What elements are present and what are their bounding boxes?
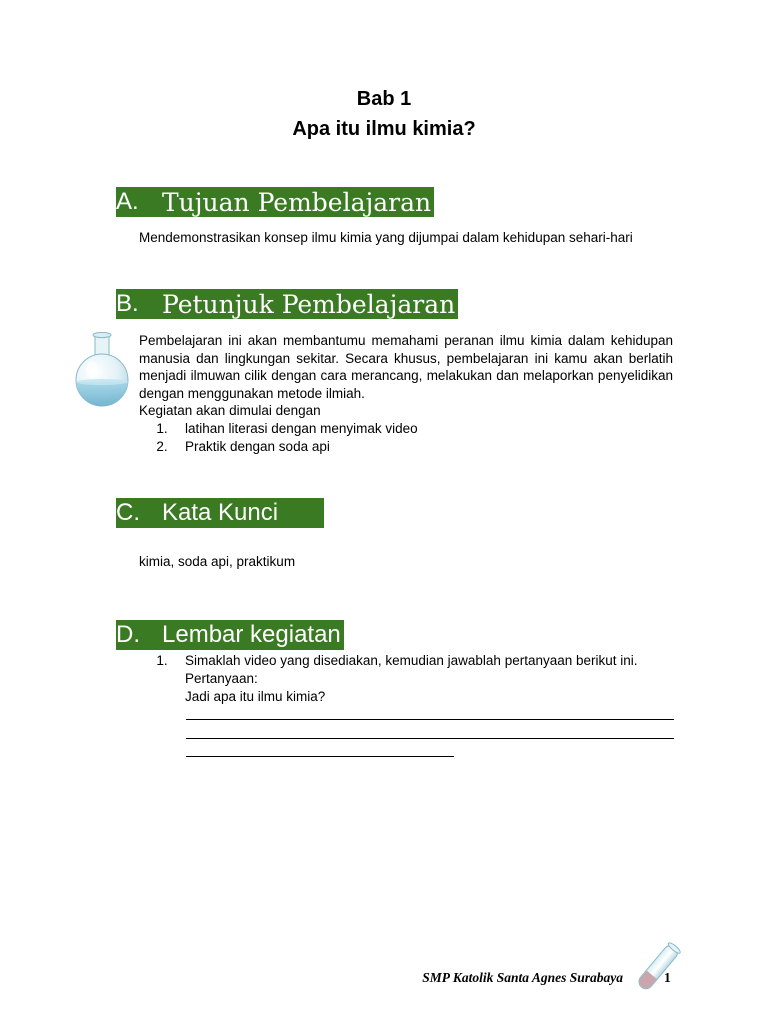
activity-instruction: Simaklah video yang disediakan, kemudian jawablah pertanyaan berikut ini. [185,653,638,668]
list-item [139,652,638,706]
list-item [139,438,418,456]
page-number: 1 [664,970,671,985]
test-tube-icon [624,942,686,1000]
section-b-list [139,420,418,456]
section-d-letter: D. [116,621,140,648]
list-item-number: 1. [156,421,168,436]
section-d-title: Lembar kegiatan [162,621,341,648]
section-c-heading [116,498,324,528]
chapter-label: Bab 1 [356,88,412,110]
section-a-text: Mendemonstrasikan konsep ilmu kimia yang dijumpai dalam kehidupan sehari-hari [139,230,633,245]
section-b-letter: B. [116,290,139,317]
section-c-title: Kata Kunci [162,499,279,526]
section-c-text: kimia, soda api, praktikum [139,554,296,569]
section-b-intro: Kegiatan akan dimulai dengan [139,403,321,418]
section-a-letter: A. [116,188,139,215]
section-c-letter: C. [116,499,140,526]
section-d-heading [116,620,344,650]
section-d-list [139,652,638,706]
footer-school: SMP Katolik Santa Agnes Surabaya [422,970,623,985]
list-item-number: 1. [156,653,168,668]
list-item-text: latihan literasi dengan menyimak video [185,421,418,436]
round-bottom-flask-icon [72,332,132,408]
answer-line[interactable] [186,756,454,757]
section-a-title: Tujuan Pembelajaran [162,187,432,217]
answer-line[interactable] [186,738,674,739]
page-title: Apa itu ilmu kimia? [292,118,476,140]
list-item-text: Praktik dengan soda api [185,439,330,454]
section-b-title: Petunjuk Pembelajaran [162,289,456,319]
list-item-number: 2. [156,439,168,454]
section-b-heading [116,289,458,319]
list-item [139,420,418,438]
section-a-heading [116,187,434,217]
answer-line[interactable] [186,719,674,720]
question-label: Pertanyaan: [185,671,258,686]
section-b-paragraph: Pembelajaran ini akan membantumu memahami peranan ilmu kimia dalam kehidupan manusia dan lingkungan sekitar. Secara khusus, pembelajaran ini kamu akan berlatih menjadi ilmuwan cilik dengan cara merancang, melakukan dan melaporkan penyelidikan dengan menggunakan metode ilmiah. [139,333,673,401]
question-text: Jadi apa itu ilmu kimia? [185,689,326,704]
